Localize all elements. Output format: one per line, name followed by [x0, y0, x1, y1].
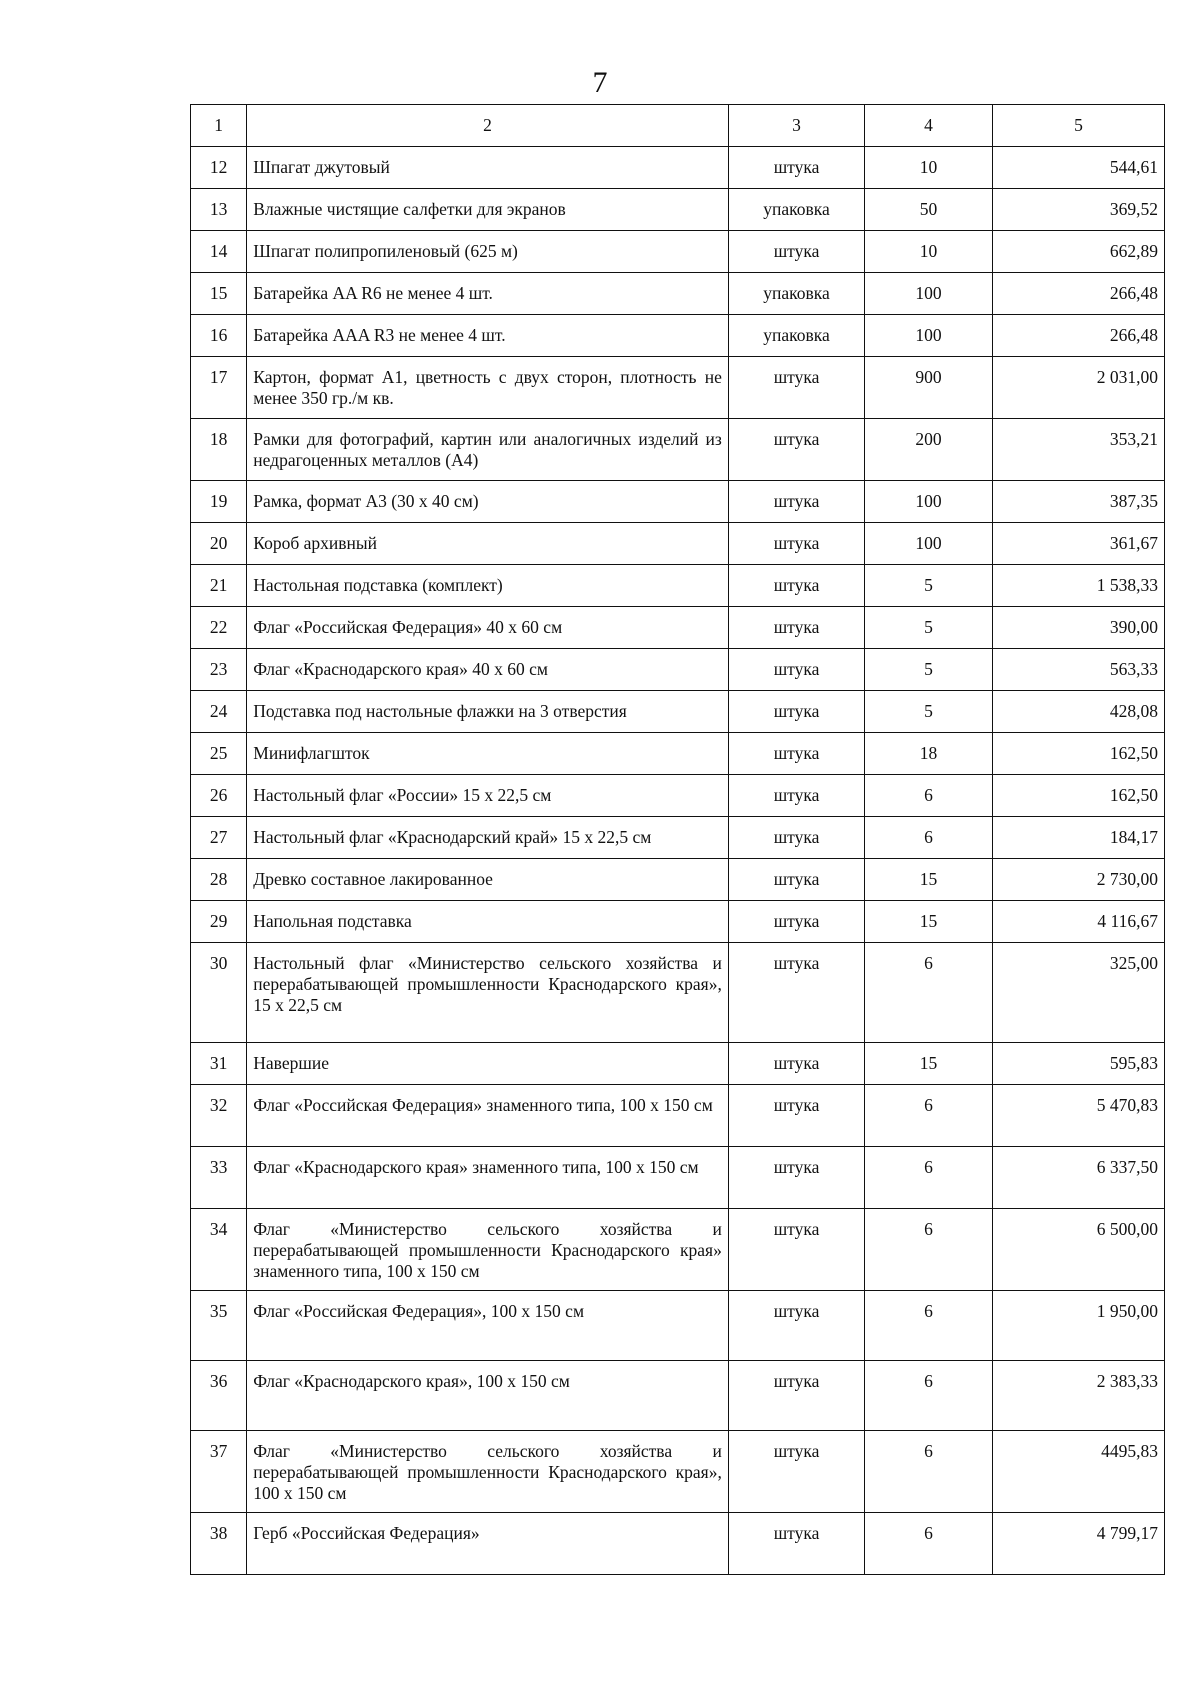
table-row	[191, 1361, 1165, 1431]
item-name	[247, 1147, 729, 1209]
item-name	[247, 357, 729, 419]
quantity-cell: 15	[865, 1043, 993, 1085]
row-number: 28	[191, 859, 247, 901]
item-name-text: Древко составное лакированное	[253, 869, 493, 889]
unit-cell: штука	[728, 775, 864, 817]
quantity-cell: 15	[865, 901, 993, 943]
price-cell: 325,00	[992, 943, 1164, 1043]
quantity-cell: 6	[865, 817, 993, 859]
price-cell: 2 383,33	[992, 1361, 1164, 1431]
quantity-cell: 15	[865, 859, 993, 901]
header-col-4: 4	[865, 105, 993, 147]
page-number: 7	[592, 66, 608, 99]
unit-cell: штука	[728, 1513, 864, 1575]
unit-cell: штука	[728, 901, 864, 943]
quantity-cell: 5	[865, 607, 993, 649]
unit-cell: штука	[728, 1209, 864, 1291]
item-name-text: Настольный флаг «Министерство сельского хозяйства и перерабатывающей промышленности Краснодарского края», 15 х 22,5 см	[253, 953, 722, 1015]
table-row	[191, 1085, 1165, 1147]
unit-cell: штука	[728, 1291, 864, 1361]
price-cell: 387,35	[992, 481, 1164, 523]
unit-cell: штука	[728, 649, 864, 691]
item-name	[247, 315, 729, 357]
price-cell: 595,83	[992, 1043, 1164, 1085]
row-number: 21	[191, 565, 247, 607]
price-cell: 6 337,50	[992, 1147, 1164, 1209]
unit-cell: штука	[728, 1147, 864, 1209]
table-body	[191, 105, 1165, 1575]
price-cell: 6 500,00	[992, 1209, 1164, 1291]
quantity-cell: 6	[865, 1513, 993, 1575]
unit-cell: штука	[728, 607, 864, 649]
item-name-text: Флаг «Краснодарского края» знаменного типа, 100 х 150 см	[253, 1157, 699, 1177]
table-row	[191, 1291, 1165, 1361]
quantity-cell: 50	[865, 189, 993, 231]
item-name-text: Навершие	[253, 1053, 329, 1073]
table-row	[191, 775, 1165, 817]
quantity-cell: 5	[865, 691, 993, 733]
quantity-cell: 100	[865, 273, 993, 315]
table-row	[191, 1431, 1165, 1513]
item-name	[247, 733, 729, 775]
item-name	[247, 691, 729, 733]
unit-cell: штука	[728, 481, 864, 523]
item-name	[247, 1043, 729, 1085]
quantity-cell: 100	[865, 315, 993, 357]
price-cell: 162,50	[992, 775, 1164, 817]
item-name	[247, 943, 729, 1043]
item-name	[247, 147, 729, 189]
item-name-text: Настольный флаг «России» 15 х 22,5 см	[253, 785, 552, 805]
price-cell: 353,21	[992, 419, 1164, 481]
table-row	[191, 357, 1165, 419]
row-number: 30	[191, 943, 247, 1043]
header-col-1: 1	[191, 105, 247, 147]
item-name	[247, 481, 729, 523]
table-row	[191, 859, 1165, 901]
quantity-cell: 6	[865, 1085, 993, 1147]
item-name-text: Настольный флаг «Краснодарский край» 15 х 22,5 см	[253, 827, 652, 847]
item-name-text: Флаг «Российская Федерация», 100 х 150 см	[253, 1301, 585, 1321]
row-number: 16	[191, 315, 247, 357]
table-row	[191, 901, 1165, 943]
item-name-text: Герб «Российская Федерация»	[253, 1523, 480, 1543]
item-name	[247, 649, 729, 691]
quantity-cell: 10	[865, 147, 993, 189]
row-number: 22	[191, 607, 247, 649]
price-cell: 361,67	[992, 523, 1164, 565]
item-name-text: Батарейка AA R6 не менее 4 шт.	[253, 283, 493, 303]
unit-cell: штука	[728, 1361, 864, 1431]
unit-cell: штука	[728, 1431, 864, 1513]
price-cell: 369,52	[992, 189, 1164, 231]
unit-cell: штука	[728, 419, 864, 481]
row-number: 31	[191, 1043, 247, 1085]
item-name-text: Рамка, формат А3 (30 х 40 см)	[253, 491, 479, 511]
price-cell: 266,48	[992, 315, 1164, 357]
quantity-cell: 900	[865, 357, 993, 419]
table-row	[191, 943, 1165, 1043]
row-number: 34	[191, 1209, 247, 1291]
header-col-2: 2	[247, 105, 729, 147]
table-header-row	[191, 105, 1165, 147]
table-row	[191, 1043, 1165, 1085]
unit-cell: штука	[728, 1085, 864, 1147]
quantity-cell: 5	[865, 649, 993, 691]
unit-cell: штука	[728, 231, 864, 273]
price-cell: 4495,83	[992, 1431, 1164, 1513]
table-row	[191, 481, 1165, 523]
table-row	[191, 1209, 1165, 1291]
price-cell: 184,17	[992, 817, 1164, 859]
item-name	[247, 1431, 729, 1513]
item-name-text: Рамки для фотографий, картин или аналогичных изделий из недрагоценных металлов (А4)	[253, 429, 722, 470]
item-name	[247, 273, 729, 315]
row-number: 19	[191, 481, 247, 523]
item-name	[247, 1209, 729, 1291]
item-name	[247, 775, 729, 817]
row-number: 32	[191, 1085, 247, 1147]
item-name-text: Напольная подставка	[253, 911, 412, 931]
header-col-5: 5	[992, 105, 1164, 147]
price-cell: 1 950,00	[992, 1291, 1164, 1361]
row-number: 37	[191, 1431, 247, 1513]
unit-cell: штука	[728, 147, 864, 189]
unit-cell: штука	[728, 733, 864, 775]
table-row	[191, 733, 1165, 775]
quantity-cell: 100	[865, 523, 993, 565]
table-row	[191, 273, 1165, 315]
table-row	[191, 691, 1165, 733]
price-cell: 162,50	[992, 733, 1164, 775]
table-row	[191, 607, 1165, 649]
table-row	[191, 565, 1165, 607]
quantity-cell: 200	[865, 419, 993, 481]
table-row	[191, 189, 1165, 231]
table-row	[191, 419, 1165, 481]
row-number: 27	[191, 817, 247, 859]
row-number: 14	[191, 231, 247, 273]
item-name	[247, 901, 729, 943]
item-name-text: Шпагат полипропиленовый (625 м)	[253, 241, 518, 261]
unit-cell: штука	[728, 1043, 864, 1085]
row-number: 33	[191, 1147, 247, 1209]
quantity-cell: 100	[865, 481, 993, 523]
row-number: 20	[191, 523, 247, 565]
price-cell: 2 730,00	[992, 859, 1164, 901]
table-row	[191, 1147, 1165, 1209]
row-number: 25	[191, 733, 247, 775]
unit-cell: упаковка	[728, 189, 864, 231]
item-name	[247, 189, 729, 231]
row-number: 26	[191, 775, 247, 817]
item-name-text: Флаг «Министерство сельского хозяйства и перерабатывающей промышленности Краснодарского края», 100 х 150 см	[253, 1441, 722, 1503]
item-name	[247, 231, 729, 273]
item-name	[247, 607, 729, 649]
item-name-text: Настольная подставка (комплект)	[253, 575, 503, 595]
price-cell: 662,89	[992, 231, 1164, 273]
price-cell: 563,33	[992, 649, 1164, 691]
item-name-text: Подставка под настольные флажки на 3 отверстия	[253, 701, 627, 721]
row-number: 38	[191, 1513, 247, 1575]
item-name	[247, 859, 729, 901]
item-name-text: Флаг «Министерство сельского хозяйства и перерабатывающей промышленности Краснодарского края» знаменного типа, 100 х 150 см	[253, 1219, 722, 1281]
item-name	[247, 523, 729, 565]
item-name-text: Шпагат джутовый	[253, 157, 390, 177]
row-number: 23	[191, 649, 247, 691]
item-name-text: Флаг «Краснодарского края» 40 х 60 см	[253, 659, 548, 679]
unit-cell: штука	[728, 523, 864, 565]
table-row	[191, 1513, 1165, 1575]
price-cell: 544,61	[992, 147, 1164, 189]
row-number: 18	[191, 419, 247, 481]
item-name	[247, 1291, 729, 1361]
quantity-cell: 6	[865, 1209, 993, 1291]
unit-cell: штука	[728, 817, 864, 859]
item-name-text: Флаг «Краснодарского края», 100 х 150 см	[253, 1371, 570, 1391]
table-row	[191, 523, 1165, 565]
price-cell: 390,00	[992, 607, 1164, 649]
item-name	[247, 565, 729, 607]
row-number: 15	[191, 273, 247, 315]
item-name-text: Флаг «Российская Федерация» знаменного типа, 100 х 150 см	[253, 1095, 713, 1115]
price-cell: 4 799,17	[992, 1513, 1164, 1575]
unit-cell: упаковка	[728, 315, 864, 357]
price-cell: 266,48	[992, 273, 1164, 315]
row-number: 29	[191, 901, 247, 943]
item-name-text: Батарейка AAA R3 не менее 4 шт.	[253, 325, 506, 345]
quantity-cell: 6	[865, 943, 993, 1043]
quantity-cell: 6	[865, 1291, 993, 1361]
quantity-cell: 18	[865, 733, 993, 775]
unit-cell: упаковка	[728, 273, 864, 315]
item-name	[247, 1085, 729, 1147]
table-row	[191, 231, 1165, 273]
items-table	[190, 104, 1165, 1575]
table-row	[191, 817, 1165, 859]
quantity-cell: 5	[865, 565, 993, 607]
row-number: 24	[191, 691, 247, 733]
item-name-text: Флаг «Российская Федерация» 40 х 60 см	[253, 617, 563, 637]
price-cell: 4 116,67	[992, 901, 1164, 943]
table-row	[191, 315, 1165, 357]
quantity-cell: 6	[865, 1431, 993, 1513]
unit-cell: штука	[728, 357, 864, 419]
quantity-cell: 6	[865, 775, 993, 817]
row-number: 35	[191, 1291, 247, 1361]
quantity-cell: 10	[865, 231, 993, 273]
item-name	[247, 817, 729, 859]
table-row	[191, 147, 1165, 189]
item-name-text: Картон, формат А1, цветность с двух сторон, плотность не менее 350 гр./м кв.	[253, 367, 722, 408]
item-name	[247, 419, 729, 481]
unit-cell: штука	[728, 943, 864, 1043]
item-name-text: Короб архивный	[253, 533, 377, 553]
price-cell: 5 470,83	[992, 1085, 1164, 1147]
item-name	[247, 1513, 729, 1575]
quantity-cell: 6	[865, 1147, 993, 1209]
item-name-text: Влажные чистящие салфетки для экранов	[253, 199, 566, 219]
item-name-text: Минифлагшток	[253, 743, 370, 763]
table-row	[191, 649, 1165, 691]
quantity-cell: 6	[865, 1361, 993, 1431]
row-number: 13	[191, 189, 247, 231]
unit-cell: штука	[728, 565, 864, 607]
row-number: 12	[191, 147, 247, 189]
item-name	[247, 1361, 729, 1431]
unit-cell: штука	[728, 691, 864, 733]
row-number: 36	[191, 1361, 247, 1431]
price-cell: 428,08	[992, 691, 1164, 733]
price-cell: 1 538,33	[992, 565, 1164, 607]
header-col-3: 3	[728, 105, 864, 147]
unit-cell: штука	[728, 859, 864, 901]
row-number: 17	[191, 357, 247, 419]
price-cell: 2 031,00	[992, 357, 1164, 419]
